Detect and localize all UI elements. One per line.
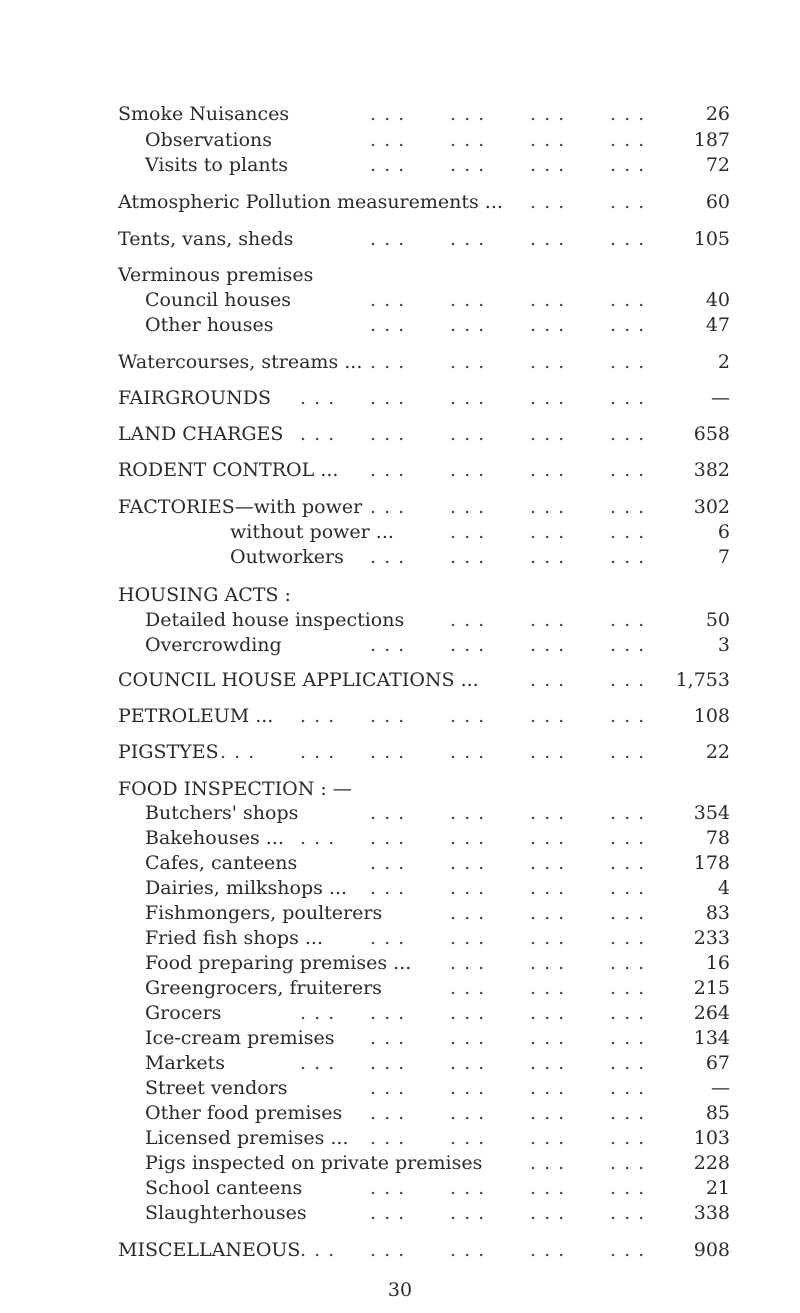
row-label: Detailed house inspections bbox=[145, 609, 405, 631]
table-row: Butchers' shops . . . . . . . . . . . . 354 bbox=[145, 802, 730, 824]
table-row: Pigs inspected on private premises . . . . . . 228 bbox=[145, 1152, 730, 1174]
row-label: Grocers bbox=[145, 1002, 222, 1024]
row-label: Outworkers bbox=[230, 546, 344, 568]
table-row: Other food premises . . . . . . . . . . . . 85 bbox=[145, 1102, 730, 1124]
table-row bbox=[0, 583, 800, 607]
table-row: Other houses . . . . . . . . . . . . 47 bbox=[145, 314, 730, 336]
row-label: Atmospheric Pollution measurements ... bbox=[118, 191, 503, 213]
row-value: 103 bbox=[693, 1127, 730, 1149]
row-value: 215 bbox=[693, 977, 730, 999]
row-value: 1,753 bbox=[675, 669, 730, 691]
table-row: Council houses . . . . . . . . . . . . 40 bbox=[145, 289, 730, 311]
row-value: 60 bbox=[705, 191, 730, 213]
row-value: 40 bbox=[705, 289, 730, 311]
row-label: Pigs inspected on private premises bbox=[145, 1152, 483, 1174]
row-label: Fishmongers, poulterers bbox=[145, 902, 383, 924]
row-value: 2 bbox=[717, 351, 730, 373]
table-row: Fishmongers, poulterers . . . . . . . . . 83 bbox=[145, 902, 730, 924]
row-value: 50 bbox=[705, 609, 730, 631]
row-label: Greengrocers, fruiterers bbox=[145, 977, 382, 999]
table-row: Cafes, canteens . . . . . . . . . . . . 178 bbox=[145, 852, 730, 874]
table-row bbox=[0, 263, 800, 287]
row-value: 7 bbox=[717, 546, 730, 568]
row-label: without power ... bbox=[230, 521, 394, 543]
row-label: Dairies, milkshops ... bbox=[145, 877, 348, 899]
row-value: 338 bbox=[693, 1202, 730, 1224]
table-row: Street vendors . . . . . . . . . . . . — bbox=[145, 1077, 730, 1099]
table-row: Dairies, milkshops ... . . . . . . . . . . . . 4 bbox=[145, 877, 730, 899]
row-label: Other food premises bbox=[145, 1102, 343, 1124]
table-row: Grocers . . . . . . . . . . . . . . . 264 bbox=[145, 1002, 730, 1024]
row-value: 908 bbox=[693, 1239, 730, 1261]
table-row: Tents, vans, sheds . . . . . . . . . . . . 105 bbox=[118, 228, 730, 250]
table-row: LAND CHARGES . . . . . . . . . . . . . . . 658 bbox=[118, 423, 730, 445]
row-value: 264 bbox=[693, 1002, 730, 1024]
table-row: COUNCIL HOUSE APPLICATIONS ... . . . . . . 1,753 bbox=[118, 669, 730, 691]
row-value: 6 bbox=[717, 521, 730, 543]
row-label: PETROLEUM ... bbox=[118, 705, 274, 727]
row-value: 72 bbox=[705, 154, 730, 176]
page-number: 30 bbox=[387, 1279, 413, 1301]
row-label: FAIRGROUNDS bbox=[118, 387, 272, 409]
table-row: Ice-cream premises . . . . . . . . . . . . 134 bbox=[145, 1027, 730, 1049]
row-label: Food preparing premises ... bbox=[145, 952, 412, 974]
table-row: Visits to plants . . . . . . . . . . . . 72 bbox=[145, 154, 730, 176]
row-value: 22 bbox=[705, 741, 730, 763]
row-label: MISCELLANEOUS bbox=[118, 1239, 301, 1261]
table-row: without power ... . . . . . . . . . 6 bbox=[230, 521, 730, 543]
row-value: 134 bbox=[693, 1027, 730, 1049]
row-value: 108 bbox=[693, 705, 730, 727]
table-row: Markets . . . . . . . . . . . . . . . 67 bbox=[145, 1052, 730, 1074]
row-value: 354 bbox=[693, 802, 730, 824]
row-value: 382 bbox=[693, 459, 730, 481]
table-row: RODENT CONTROL ... . . . . . . . . . . . . 382 bbox=[118, 459, 730, 481]
row-value: 16 bbox=[705, 952, 730, 974]
row-label: Council houses bbox=[145, 289, 291, 311]
table-row: FAIRGROUNDS . . . . . . . . . . . . . . . — bbox=[118, 387, 730, 409]
table-row: FACTORIES—with power . . . . . . . . . . . . 302 bbox=[118, 496, 730, 518]
table-row: Slaughterhouses . . . . . . . . . . . . 338 bbox=[145, 1202, 730, 1224]
row-label: Licensed premises ... bbox=[145, 1127, 349, 1149]
row-label: PIGSTYES bbox=[118, 741, 219, 763]
table-row: Watercourses, streams ... . . . . . . . . . . . . 2 bbox=[118, 351, 730, 373]
row-label: HOUSING ACTS : bbox=[118, 584, 291, 606]
table-row: PIGSTYES . . . . . . . . . . . . . . . . . . 22 bbox=[118, 741, 730, 763]
row-value: 26 bbox=[705, 103, 730, 125]
row-value: 83 bbox=[705, 902, 730, 924]
table-row: School canteens . . . . . . . . . . . . 21 bbox=[145, 1177, 730, 1199]
row-value: 302 bbox=[693, 496, 730, 518]
row-label: Tents, vans, sheds bbox=[118, 228, 294, 250]
row-value: 233 bbox=[693, 927, 730, 949]
table-row: PETROLEUM ... . . . . . . . . . . . . . . . 108 bbox=[118, 705, 730, 727]
table-row: Greengrocers, fruiterers . . . . . . . . . 215 bbox=[145, 977, 730, 999]
row-label: Butchers' shops bbox=[145, 802, 299, 824]
table-row: Food preparing premises ... . . . . . . . . . 16 bbox=[145, 952, 730, 974]
row-value: 228 bbox=[693, 1152, 730, 1174]
row-value: 67 bbox=[705, 1052, 730, 1074]
row-value: — bbox=[711, 1077, 730, 1099]
row-value: 187 bbox=[693, 129, 730, 151]
row-value: 4 bbox=[717, 877, 730, 899]
row-label: Other houses bbox=[145, 314, 274, 336]
row-value: 178 bbox=[693, 852, 730, 874]
row-label: Street vendors bbox=[145, 1077, 288, 1099]
row-value: 658 bbox=[693, 423, 730, 445]
table-row: Fried fish shops ... . . . . . . . . . . . . 233 bbox=[145, 927, 730, 949]
table-row: Atmospheric Pollution measurements ... . . . . . . 60 bbox=[118, 191, 730, 213]
row-label: School canteens bbox=[145, 1177, 303, 1199]
table-row: Overcrowding . . . . . . . . . . . . 3 bbox=[145, 634, 730, 656]
row-label: Smoke Nuisances bbox=[118, 103, 290, 125]
table-row: Licensed premises ... . . . . . . . . . . . . 103 bbox=[145, 1127, 730, 1149]
row-label: Bakehouses ... bbox=[145, 827, 284, 849]
row-label: RODENT CONTROL ... bbox=[118, 459, 339, 481]
row-value: 78 bbox=[705, 827, 730, 849]
table-row: Observations . . . . . . . . . . . . 187 bbox=[145, 129, 730, 151]
row-value: 47 bbox=[705, 314, 730, 336]
row-value: 85 bbox=[705, 1102, 730, 1124]
table-row bbox=[0, 777, 800, 801]
row-label: Ice-cream premises bbox=[145, 1027, 335, 1049]
table-row: Smoke Nuisances . . . . . . . . . . . . 26 bbox=[118, 103, 730, 125]
row-label: Overcrowding bbox=[145, 634, 282, 656]
table-row: MISCELLANEOUS . . . . . . . . . . . . . . . 908 bbox=[118, 1239, 730, 1261]
row-value: 3 bbox=[717, 634, 730, 656]
row-value: 21 bbox=[705, 1177, 730, 1199]
row-label: Verminous premises bbox=[118, 264, 314, 286]
row-label: Fried fish shops ... bbox=[145, 927, 323, 949]
row-label: COUNCIL HOUSE APPLICATIONS ... bbox=[118, 669, 479, 691]
row-label: LAND CHARGES bbox=[118, 423, 284, 445]
row-value: 105 bbox=[693, 228, 730, 250]
row-label: Observations bbox=[145, 129, 273, 151]
table-row: Detailed house inspections . . . . . . . . . 50 bbox=[145, 609, 730, 631]
table-row: Bakehouses ... . . . . . . . . . . . . . . . 78 bbox=[145, 827, 730, 849]
row-label: Markets bbox=[145, 1052, 226, 1074]
row-label: FOOD INSPECTION : — bbox=[118, 778, 352, 800]
row-value: — bbox=[711, 387, 730, 409]
table-row: Outworkers . . . . . . . . . . . . 7 bbox=[230, 546, 730, 568]
row-label: Slaughterhouses bbox=[145, 1202, 307, 1224]
row-label: Visits to plants bbox=[145, 154, 289, 176]
row-label: Watercourses, streams ... bbox=[118, 351, 363, 373]
row-label: Cafes, canteens bbox=[145, 852, 298, 874]
row-label: FACTORIES—with power bbox=[118, 496, 363, 518]
